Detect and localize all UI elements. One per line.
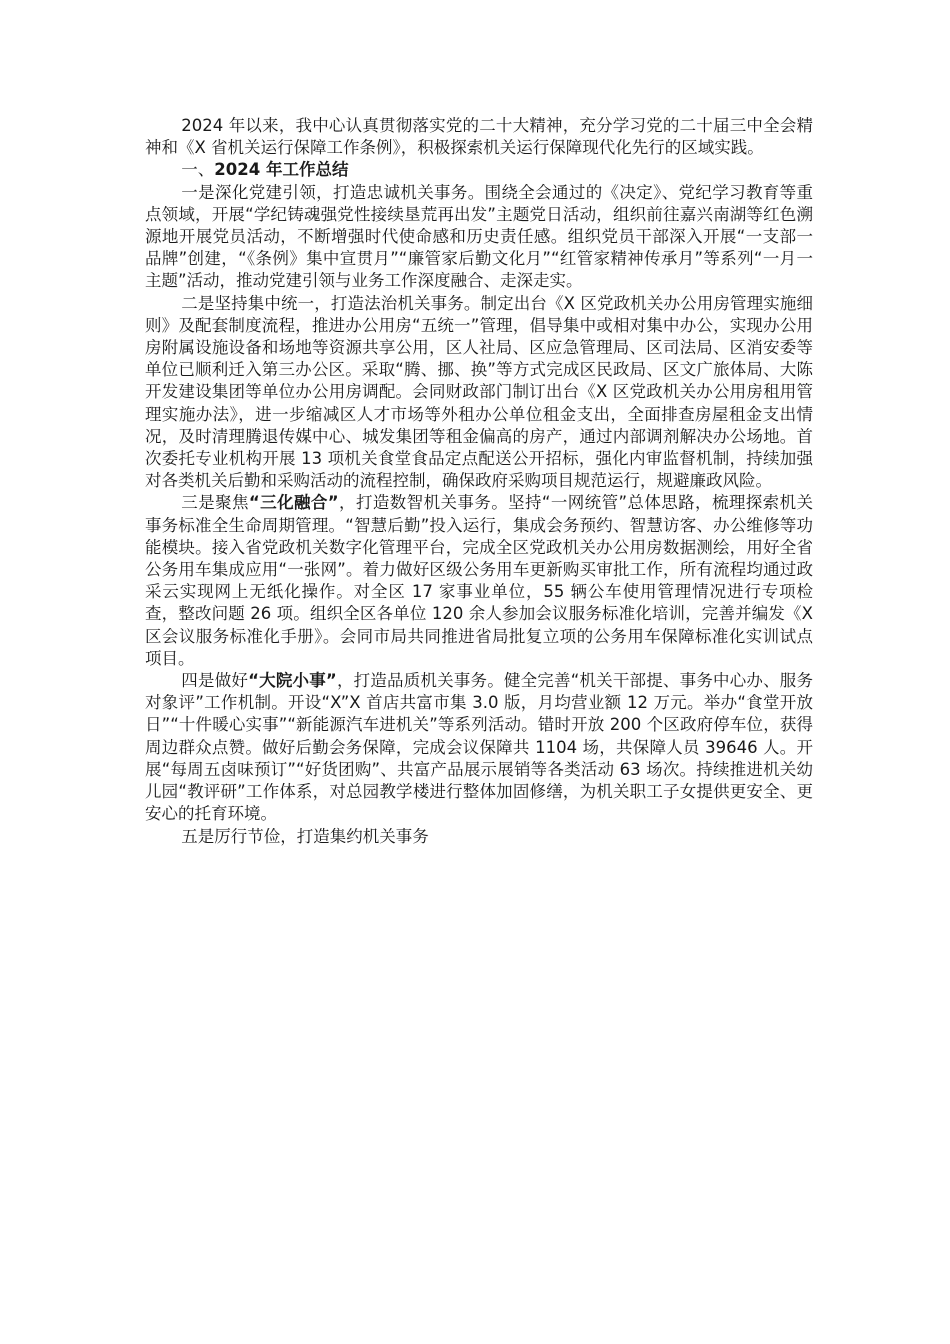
paragraph-frugality: 五是厉行节俭，打造集约机关事务	[181, 826, 429, 846]
paragraph-quality-bold: “大院小事”	[248, 671, 337, 691]
paragraph-rule-of-law: 二是坚持集中统一，打造法治机关事务。制定出台《X 区党政机关办公用房管理实施细则》及配套制度流程，推进办公用房“五统一”管理，倡导集中或相对集中办公，实现办公用房附属设施设备和场地等资源共享公用，区人社局、区应急管理局、区司法局、区消安委等单位已顺利迁入第三办公区。采取“腾、挪、换”等方式完成区民政局、区文广旅体局、大陈开发建设集团等单位办公用房调配。会同财政部门制订出台《X 区党政机关办公用房租用管理实施办法》，进一步缩减区人才市场等外租办公单位租金支出，全面排查房屋租金支出情况，及时清理腾退传媒中心、城发集团等租金偏高的房产，通过内部调剂解决办公场地。首次委托专业机构开展 13 项机关食堂食品定点配送公开招标，强化内审监督机制，持续加强对各类机关后勤和采购活动的流程控制，确保政府采购项目规范运行，规避廉政风险。	[145, 293, 813, 491]
paragraph-digital-bold: “三化融合”	[248, 493, 339, 513]
paragraph-quality	[145, 670, 813, 825]
intro-paragraph: 2024 年以来，我中心认真贯彻落实党的二十大精神，充分学习党的二十届三中全会精神和《X 省机关运行保障工作条例》，积极探索机关运行保障现代化先行的区域实践。	[145, 116, 813, 158]
section-heading-title: 2024 年工作总结	[214, 160, 349, 180]
paragraph-digital	[145, 492, 813, 670]
paragraph-quality-prefix: 四是做好	[181, 671, 249, 691]
section-heading	[145, 159, 813, 181]
paragraph-digital-rest: ，打造数智机关事务。坚持“一网统管”总体思路，梳理探索机关事务标准全生命周期管理。“智慧后勤”投入运行，集成会务预约、智慧访客、办公维修等功能模块。接入省党政机关数字化管理平台，完成全区党政机关办公用房数据测绘，用好全省公务用车集成应用“一张网”。着力做好区级公务用车更新购买审批工作，所有流程均通过政采云实现网上无纸化操作。对全区 17 家事业单位，55 辆公车使用管理情况进行专项检查，整改问题 26 项。组织全区各单位 120 余人参加会议服务标准化培训，完善并编发《X 区会议服务标准化手册》。会同市局共同推进省局批复立项的公务用车保障标准化实训试点项目。	[145, 493, 813, 668]
paragraph-quality-rest: ，打造品质机关事务。健全完善“机关干部提、事务中心办、服务对象评”工作机制。开设“X”X 首店共富市集 3.0 版，月均营业额 12 万元。举办“食堂开放日”“十件暖心实事”“新能源汽车进机关”等系列活动。错时开放 200 个区政府停车位，获得周边群众点赞。做好后勤会务保障，完成会议保障共 1104 场，共保障人员 39646 人。开展“每周五卤味预订”“好货团购”、共富产品展示展销等各类活动 63 场次。持续推进机关幼儿园“教评研”工作体系，对总园教学楼进行整体加固修缮，为机关职工子女提供更安全、更安心的托育环境。	[145, 671, 813, 824]
paragraph-party-building: 一是深化党建引领，打造忠诚机关事务。围绕全会通过的《决定》、党纪学习教育等重点领域，开展“学纪铸魂强党性接续垦荒再出发”主题党日活动，组织前往嘉兴南湖等红色溯源地开展党员活动，不断增强时代使命感和历史责任感。组织党员干部深入开展“一支部一品牌”创建，“《条例》集中宣贯月”“廉管家后勤文化月”“红管家精神传承月”等系列“一月一主题”活动，推动党建引领与业务工作深度融合、走深走实。	[145, 182, 813, 291]
section-heading-prefix: 一、	[181, 160, 215, 180]
paragraph-digital-prefix: 三是聚焦	[181, 493, 249, 513]
document-body	[145, 115, 813, 848]
